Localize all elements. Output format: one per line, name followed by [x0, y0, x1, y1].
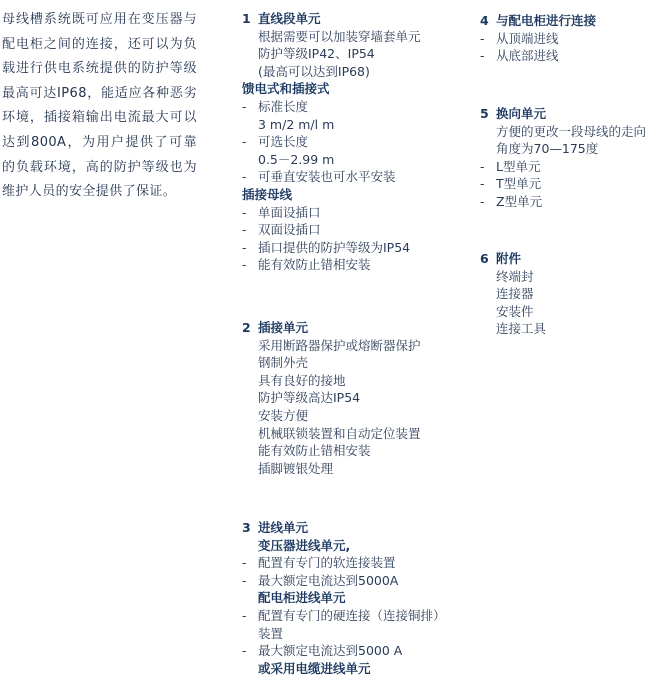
bullet-item [242, 133, 477, 151]
dash-bullet: - [242, 222, 247, 238]
text-line: 能有效防止错相安装 [258, 443, 371, 459]
section-number: 4 [480, 13, 489, 28]
dash-bullet: - [242, 572, 247, 588]
text-line: 采用断路器保护或熔断器保护 [258, 337, 421, 353]
section-number: 1 [242, 11, 251, 26]
intro-text-block [2, 8, 197, 205]
section-title: 进线单元 [258, 520, 309, 535]
dash-bullet: - [242, 555, 247, 571]
text-line: 安装方便 [258, 407, 309, 423]
subheading: 变压器进线单元, [258, 537, 351, 553]
section-6-accessories [480, 250, 670, 338]
bullet-text: 标准长度 [258, 98, 309, 114]
section-3-heading [242, 519, 477, 537]
section-4-cabinet-connection [480, 12, 670, 65]
section-4-heading [480, 12, 670, 30]
text-line: 机械联锁装置和自动定位装置 [258, 425, 421, 441]
dash-bullet: - [480, 176, 485, 192]
text-line: 防护等级IP42、IP54 [258, 46, 375, 62]
bullet-item [242, 221, 477, 239]
subheading: 馈电式和插接式 [242, 81, 330, 97]
bullet-item [242, 239, 477, 257]
bullet-text: 配置有专门的硬连接（连接铜排） [258, 607, 446, 623]
text-line: 插脚镀银处理 [258, 460, 334, 476]
bullet-item [242, 98, 477, 116]
section-5-heading [480, 105, 670, 123]
bullet-item [242, 642, 477, 660]
bullet-item [242, 256, 477, 274]
bullet-text: T型单元 [496, 176, 542, 192]
bullet-text: 单面设插口 [258, 204, 321, 220]
bullet-item [242, 168, 477, 186]
text-line: 钢制外壳 [258, 355, 309, 371]
bullet-text: L型单元 [496, 158, 541, 174]
subheading: 插接母线 [242, 186, 293, 202]
bullet-text: 配置有专门的软连接装置 [258, 555, 396, 571]
section-1-heading [242, 10, 477, 28]
dash-bullet: - [242, 239, 247, 255]
text-line: 连接工具 [496, 321, 547, 337]
text-line: 3 m/2 m/l m [258, 116, 335, 132]
section-number: 3 [242, 520, 251, 535]
dash-bullet: - [480, 158, 485, 174]
text-line: 终端封 [496, 268, 534, 284]
intro-paragraph: 母线槽系统既可应用在变压器与配电柜之间的连接，还可以为负载进行供电系统提供的防护等级最高可达IP68，能适应各种恶劣环境，插接箱输出电流最大可以达到800A，为用户提供了可靠的负载环境，高的防护等级也为维护人员的安全提供了保证。 [2, 12, 197, 200]
dash-bullet: - [242, 169, 247, 185]
section-5-direction-unit [480, 105, 670, 211]
section-number: 6 [480, 251, 489, 266]
dash-bullet: - [242, 98, 247, 114]
text-line: (最高可以达到IP68) [258, 63, 370, 79]
bullet-item [480, 193, 670, 211]
bullet-item [480, 175, 670, 193]
section-3-incoming-unit [242, 519, 477, 677]
section-title: 插接单元 [258, 320, 309, 335]
bullet-text: 插口提供的防护等级为IP54 [258, 239, 411, 255]
bullet-text: Z型单元 [496, 193, 543, 209]
bullet-text: 从顶端进线 [496, 30, 559, 46]
text-line: 安装件 [496, 303, 534, 319]
section-2-plug-unit [242, 319, 477, 477]
section-1-straight-unit [242, 10, 477, 274]
bullet-text: 从底部进线 [496, 48, 559, 64]
bullet-text: 最大额定电流达到5000A [258, 572, 399, 588]
section-number: 5 [480, 106, 489, 121]
bullet-text: 可选长度 [258, 134, 309, 150]
dash-bullet: - [480, 30, 485, 46]
bullet-item [242, 554, 477, 572]
text-line: 0.5－2.99 m [258, 151, 335, 167]
dash-bullet: - [242, 134, 247, 150]
bullet-item [242, 572, 477, 590]
text-line: 根据需要可以加装穿墙套单元 [258, 28, 421, 44]
section-title: 与配电柜进行连接 [496, 13, 597, 28]
section-title: 附件 [496, 251, 522, 266]
text-line: 方便的更改一段母线的走向 [496, 123, 647, 139]
section-6-heading [480, 250, 670, 268]
dash-bullet: - [242, 257, 247, 273]
bullet-item [480, 158, 670, 176]
section-number: 2 [242, 320, 251, 335]
bullet-item [242, 204, 477, 222]
bullet-text: 能有效防止错相安装 [258, 257, 371, 273]
section-title: 直线段单元 [258, 11, 321, 26]
section-2-heading [242, 319, 477, 337]
bullet-text: 可垂直安装也可水平安装 [258, 169, 396, 185]
subheading: 或采用电缆进线单元 [258, 660, 371, 676]
bullet-item [480, 30, 670, 48]
dash-bullet: - [480, 48, 485, 64]
dash-bullet: - [480, 193, 485, 209]
text-line: 装置 [258, 625, 284, 641]
section-title: 换向单元 [496, 106, 547, 121]
text-line: 具有良好的接地 [258, 372, 346, 388]
bullet-item [480, 47, 670, 65]
dash-bullet: - [242, 643, 247, 659]
text-line: 连接器 [496, 286, 534, 302]
text-line: 防护等级高达IP54 [258, 390, 361, 406]
text-line: 角度为70—175度 [496, 141, 599, 157]
dash-bullet: - [242, 607, 247, 623]
bullet-text: 最大额定电流达到5000 A [258, 643, 403, 659]
bullet-item [242, 607, 477, 625]
subheading: 配电柜进线单元 [258, 590, 346, 606]
bullet-text: 双面设插口 [258, 222, 321, 238]
dash-bullet: - [242, 204, 247, 220]
